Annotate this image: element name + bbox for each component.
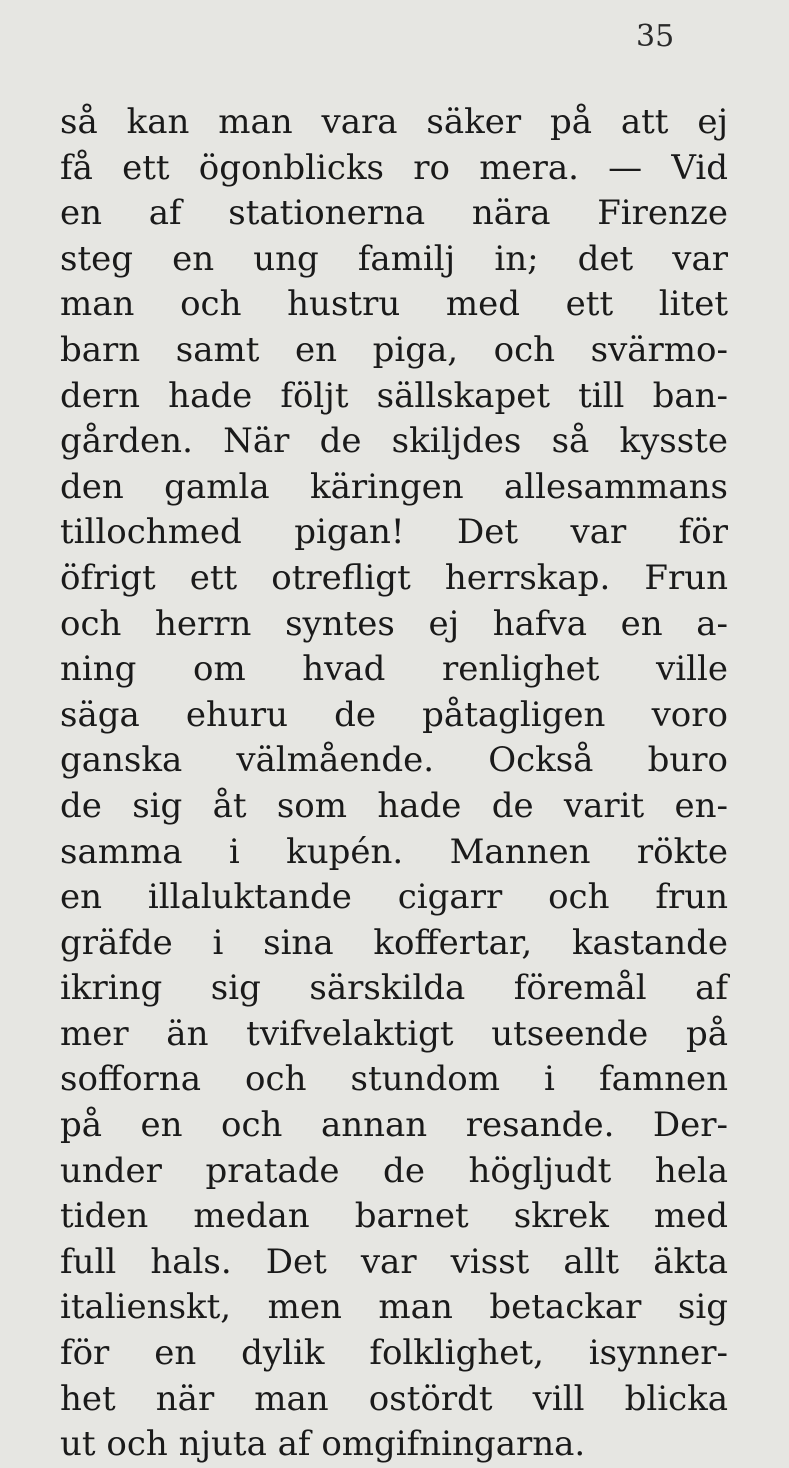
text-line: het när man ostördt vill blicka [60,1378,728,1419]
text-line: så kan man vara säker på att ej [60,102,728,142]
text-line: sofforna och stundom i famnen [60,1059,728,1100]
text-line: italienskt, men man betackar sig [60,1287,728,1328]
body-text [60,100,728,1468]
text-line: under pratade de högljudt hela [60,1150,728,1191]
text-line: dern hade följt sällskapet till ban- [60,375,728,416]
text-line: få ett ögonblicks ro mera. — Vid [60,147,728,188]
text-line: tiden medan barnet skrek med [60,1196,728,1237]
text-line: full hals. Det var visst allt äkta [60,1241,728,1282]
text-line: gräfde i sina koffertar, kastande [60,922,728,963]
text-line: ikring sig särskilda föremål af [60,968,728,1009]
text-line: ut och njuta af omgifningarna. [60,1424,586,1465]
text-line: mer än tvifvelaktigt utseende på [60,1013,728,1054]
text-line: de sig åt som hade de varit en- [60,785,728,826]
text-line: ning om hvad renlighet ville [60,649,728,690]
text-line: öfrigt ett otrefligt herrskap. Frun [60,557,728,598]
text-line: för en dylik folklighet, isynner- [60,1333,728,1374]
text-line: man och hustru med ett litet [60,284,728,325]
text-line: ganska välmående. Också buro [60,740,728,781]
text-line: och herrn syntes ej hafva en a- [60,603,728,644]
text-line: gården. När de skiljdes så kysste [60,421,728,462]
text-line: tillochmed pigan! Det var för [60,512,728,553]
text-line: en illaluktande cigarr och frun [60,877,728,918]
text-line: en af stationerna nära Firenze [60,193,728,234]
text-line: på en och annan resande. Der- [60,1105,728,1146]
page-number: 35 [636,19,675,54]
text-line: barn samt en piga, och svärmo- [60,329,728,370]
text-line: steg en ung familj in; det var [60,238,728,279]
text-line: samma i kupén. Mannen rökte [60,831,728,872]
text-line: den gamla käringen allesammans [60,466,728,507]
text-line: säga ehuru de påtagligen voro [60,694,728,735]
